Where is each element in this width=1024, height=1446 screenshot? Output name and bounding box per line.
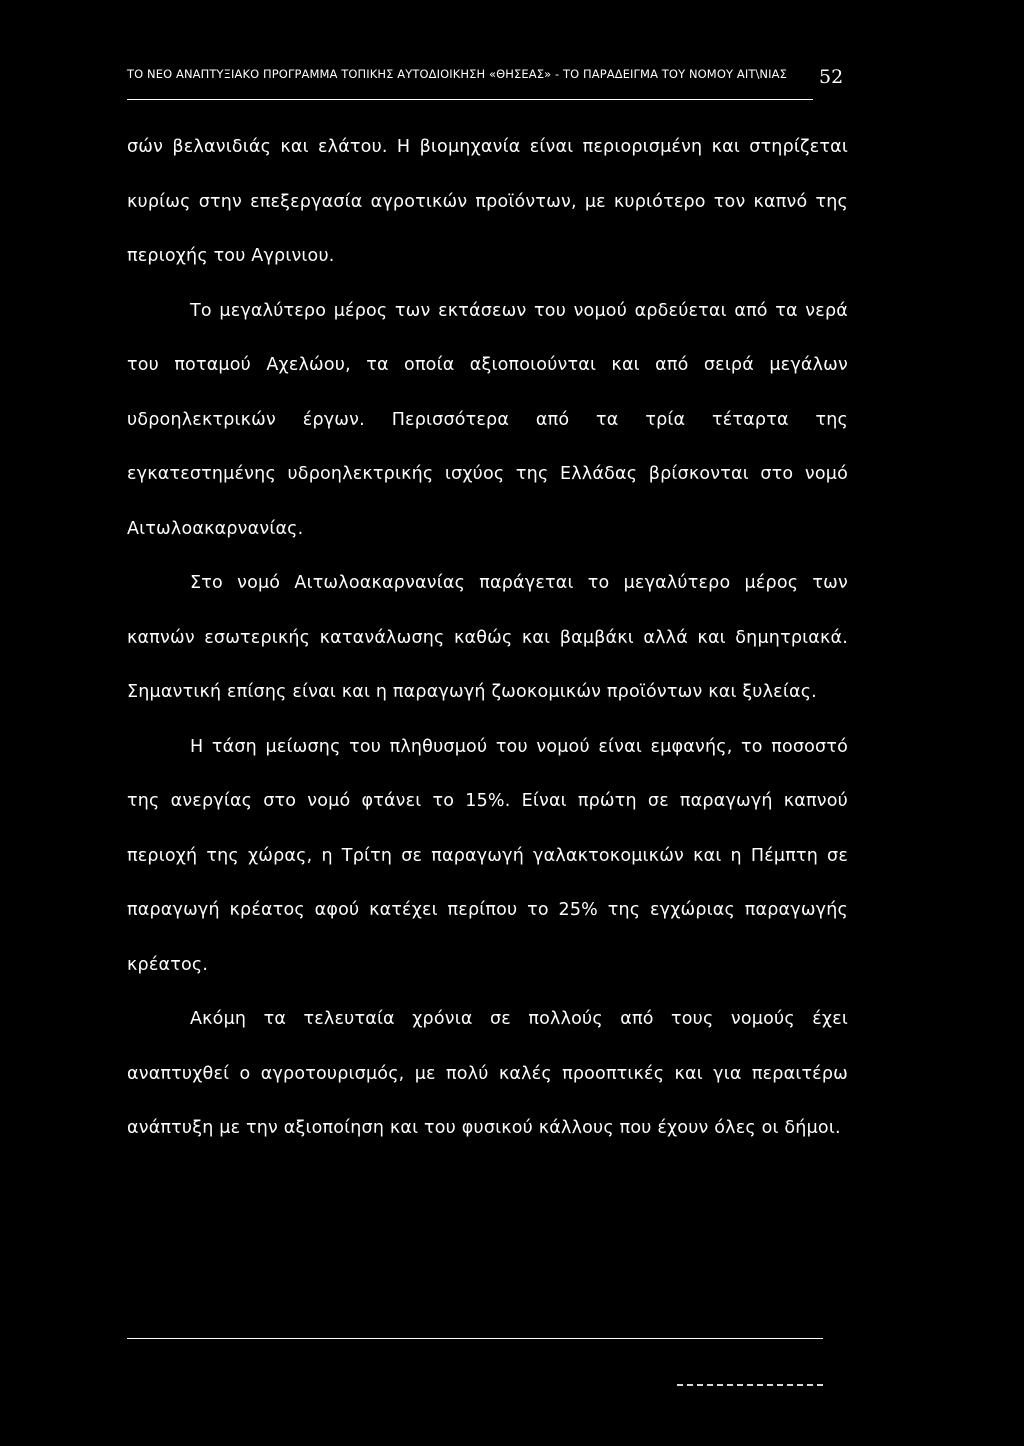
- running-header: ΤΟ ΝΕΟ ΑΝΑΠΤΥΞΙΑΚΟ ΠΡΟΓΡΑΜΜΑ ΤΟΠΙΚΗΣ ΑΥΤΟΔΙΟΙΚΗΣΗ «ΘΗΣΕΑΣ» - ΤΟ ΠΑΡΑΔΕΙΓΜΑ ΤΟΥ ΝΟΜΟΥ ΑΙΤ\ΝΙΑΣ: [127, 67, 787, 81]
- footer-divider: [127, 1338, 823, 1339]
- body-text: [127, 120, 848, 1156]
- header-divider: [127, 99, 813, 100]
- paragraph-5: Ακόμη τα τελευταία χρόνια σε πολλούς από τους νομούς έχει αναπτυχθεί ο αγροτουρισμός, με πολύ καλές προοπτικές και για περαιτέρω ανάπτυξη με την αξιοποίηση και του φυσικού κάλλους που έχουν όλες οι δήμοι.: [127, 1009, 848, 1138]
- paragraph-2: Το μεγαλύτερο μέρος των εκτάσεων του νομού αρδεύεται από τα νερά του ποταμού Αχελώου, τα οποία αξιοποιούνται και από σειρά μεγάλων υδροηλεκτρικών έργων. Περισσότερα από τα τρία τέταρτα της εγκατεστημένης υδροηλεκτρικής ισχύος της Ελλάδας βρίσκονται στο νομό Αιτωλοακαρνανίας.: [127, 300, 848, 539]
- paragraph-1: σών βελανιδιάς και ελάτου. Η βιομηχανία είναι περιορισμένη και στηρίζεται κυρίως στην επεξεργασία αγροτικών προϊόντων, με κυριότερο τον καπνό της περιοχής του Αγρινιου.: [127, 137, 848, 266]
- paragraph-4: Η τάση μείωσης του πληθυσμού του νομού είναι εμφανής, το ποσοστό της ανεργίας στο νομό φτάνει το 15%. Είναι πρώτη σε παραγωγή καπνού περιοχή της χώρας, η Τρίτη σε παραγωγή γαλακτοκομικών και η Πέμπτη σε παραγωγή κρέατος αφού κατέχει περίπου το 25% της εγχώριας παραγωγής κρέατος.: [127, 736, 848, 975]
- paragraph-3: Στο νομό Αιτωλοακαρνανίας παράγεται το μεγαλύτερο μέρος των καπνών εσωτερικής κατανάλωσης καθώς και βαμβάκι αλλά και δημητριακά. Σημαντική επίσης είναι και η παραγωγή ζωοκομικών προϊόντων και ξυλείας.: [127, 573, 848, 702]
- page-number: 52: [819, 66, 844, 88]
- scan-artifact: [677, 1384, 823, 1388]
